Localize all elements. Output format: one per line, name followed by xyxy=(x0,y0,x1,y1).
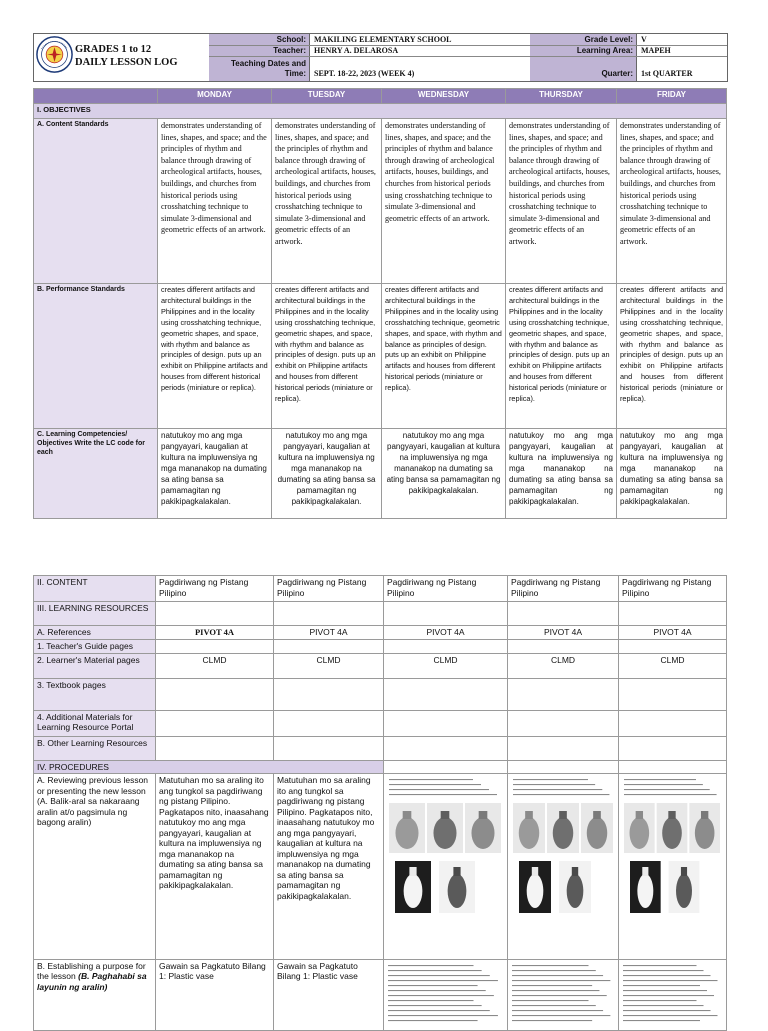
artifact-photo xyxy=(669,861,700,913)
worksheet-text-line xyxy=(388,1020,478,1021)
worksheet-text-line xyxy=(623,995,714,996)
row-label-learning-resources: III. LEARNING RESOURCES xyxy=(34,602,156,626)
cell-purpose-wed xyxy=(384,959,508,1031)
cell-references-wed: PIVOT 4A xyxy=(384,626,508,640)
cell-references-tue: PIVOT 4A xyxy=(274,626,384,640)
empty-cell xyxy=(619,760,727,774)
table-row xyxy=(34,736,727,760)
worksheet-text-line xyxy=(388,985,478,986)
empty-cell xyxy=(156,640,274,654)
dates-label xyxy=(209,56,310,81)
divider xyxy=(209,45,727,46)
day-header-tuesday: TUESDAY xyxy=(272,89,382,104)
row-label-additional-materials: 4. Additional Materials for Learning Resource Portal xyxy=(34,710,156,736)
empty-cell xyxy=(384,640,508,654)
worksheet-text-line xyxy=(623,1015,718,1016)
cell-competency-mon: natutukoy mo ang mga pangyayari, kaugalian at kultura na impluwensiya ng mga mananakop na dumating sa ating bansa sa pamamagitan ng pakikipagkalakalan. xyxy=(158,429,272,519)
empty-cell xyxy=(619,678,727,710)
worksheet-text-line xyxy=(512,1015,610,1016)
empty-cell xyxy=(156,710,274,736)
cell-content-thu: Pagdiriwang ng Pistang Pilipino xyxy=(508,576,619,602)
artifact-photo xyxy=(624,803,655,853)
empty-cell xyxy=(274,678,384,710)
artifact-photo xyxy=(657,803,688,853)
table-row xyxy=(34,119,727,284)
artifact-photo xyxy=(513,803,545,853)
dates-value: SEPT. 18-22, 2023 (WEEK 4) xyxy=(310,56,530,81)
worksheet-image xyxy=(620,775,724,955)
worksheet-text-image xyxy=(620,961,724,1027)
worksheet-text-line xyxy=(623,975,711,976)
worksheet-text-line xyxy=(512,985,592,986)
worksheet-text-line xyxy=(623,1010,711,1011)
cell-purpose-thu xyxy=(508,959,619,1031)
artifact-photo xyxy=(559,861,591,913)
quarter-label: Quarter: xyxy=(530,56,637,81)
cell-competency-tue: natutukoy mo ang mga pangyayari, kaugalian at kultura na impluwensiya ng mga mananakop na dumating sa ating bansa sa pamamagitan ng pakikipagkalakalan. xyxy=(272,429,382,519)
worksheet-text-line xyxy=(389,789,489,790)
worksheet-image xyxy=(509,775,617,955)
empty-cell xyxy=(384,602,508,626)
header-block xyxy=(33,33,728,82)
empty-cell xyxy=(384,678,508,710)
empty-cell xyxy=(156,678,274,710)
worksheet-text-line xyxy=(623,980,718,981)
cell-purpose-mon: Gawain sa Pagkatuto Bilang 1: Plastic vase xyxy=(156,959,274,1031)
day-header-monday: MONDAY xyxy=(158,89,272,104)
table-row xyxy=(34,653,727,678)
row-label-other-resources: B. Other Learning Resources xyxy=(34,736,156,760)
row-label-textbook: 3. Textbook pages xyxy=(34,678,156,710)
row-label-establishing-purpose xyxy=(34,959,156,1031)
cell-content-standards-wed: demonstrates understanding of lines, shapes, and space; and the principles of rhythm and balance through drawing of archeological artifacts, houses, buildings, and churches from historical periods using crosshatching technique to simulate 3-dimensional and geometric effects of an artwork. xyxy=(382,119,506,284)
table-row xyxy=(34,626,727,640)
worksheet-text-line xyxy=(624,794,717,795)
cell-content-tue: Pagdiriwang ng Pistang Pilipino xyxy=(274,576,384,602)
worksheet-text-line xyxy=(624,779,696,780)
cell-performance-wed: creates different artifacts and architectural buildings in the Philippines and in the locality using crosshatching technique, geometric shapes, and space, with rhythm and balance as principles of design. puts up an exhibit on Philippine artifacts and houses from different historical periods (miniature or replica). xyxy=(382,284,506,429)
empty-cell xyxy=(508,710,619,736)
header-info-grid xyxy=(209,34,727,81)
row-label-references: A. References xyxy=(34,626,156,640)
table-row xyxy=(34,760,727,774)
artifact-photo xyxy=(547,803,579,853)
worksheet-text-line xyxy=(388,990,486,991)
artifact-photo xyxy=(519,861,551,913)
worksheet-text-line xyxy=(512,980,610,981)
cell-references-thu: PIVOT 4A xyxy=(508,626,619,640)
worksheet-text-line xyxy=(512,995,607,996)
document-title xyxy=(75,43,178,69)
table-row xyxy=(34,710,727,736)
worksheet-text-line xyxy=(512,1005,596,1006)
row-label-learning-competencies: C. Learning Competencies/ Objectives Write the LC code for each xyxy=(34,429,158,519)
worksheet-text-line xyxy=(624,789,710,790)
worksheet-image xyxy=(385,775,505,955)
cell-lm-tue: CLMD xyxy=(274,653,384,678)
cell-content-standards-thu: demonstrates understanding of lines, shapes, and space; and the principles of rhythm and balance through drawing of archeological artifacts, houses, buildings, and churches from historical periods using crosshatching technique to simulate 3-dimensional and geometric effects of an artwork. xyxy=(506,119,617,284)
worksheet-text-line xyxy=(388,1000,474,1001)
empty-cell xyxy=(619,602,727,626)
learning-area-value: MAPEH xyxy=(637,45,727,56)
cell-content-fri: Pagdiriwang ng Pistang Pilipino xyxy=(619,576,727,602)
empty-cell xyxy=(619,736,727,760)
worksheet-text-line xyxy=(389,779,473,780)
cell-purpose-fri xyxy=(619,959,727,1031)
cell-performance-fri: creates different artifacts and architectural buildings in the Philippines and in the locality using crosshatching technique, geometric shapes, and space, with rhythm and balance as principles of design. puts up an exhibit on Philippine artifacts and houses from different historical periods (miniature or replica). xyxy=(617,284,727,429)
empty-cell xyxy=(156,602,274,626)
worksheet-text-image xyxy=(509,961,617,1027)
section-objectives: I. OBJECTIVES xyxy=(34,104,727,119)
cell-references-fri: PIVOT 4A xyxy=(619,626,727,640)
table-row xyxy=(34,602,727,626)
title-line-2: DAILY LESSON LOG xyxy=(75,57,178,68)
table-row xyxy=(34,576,727,602)
empty-cell xyxy=(508,678,619,710)
worksheet-text-image xyxy=(385,961,505,1027)
empty-cell xyxy=(384,710,508,736)
worksheet-text-line xyxy=(624,784,703,785)
purpose-label-italic: (B. Paghahabi sa layunin ng aralin) xyxy=(37,971,147,992)
worksheet-text-line xyxy=(389,784,481,785)
grade-level-label: Grade Level: xyxy=(530,34,637,45)
cell-lm-wed: CLMD xyxy=(384,653,508,678)
worksheet-text-line xyxy=(388,1015,498,1016)
section-row xyxy=(34,104,727,119)
worksheet-text-line xyxy=(512,975,603,976)
cell-lm-mon: CLMD xyxy=(156,653,274,678)
worksheet-text-line xyxy=(513,794,609,795)
grade-level-value: V xyxy=(637,34,727,45)
row-label-teachers-guide: 1. Teacher's Guide pages xyxy=(34,640,156,654)
cell-reviewing-wed xyxy=(384,774,508,960)
worksheet-text-line xyxy=(623,965,697,966)
worksheet-text-line xyxy=(512,1010,603,1011)
worksheet-text-line xyxy=(512,990,599,991)
cell-competency-thu: natutukoy mo ang mga pangyayari, kaugalian at kultura na impluwensiya ng mga mananakop na dumating sa ating bansa sa pamamagitan ng pakikipagkalakalan. xyxy=(506,429,617,519)
cell-competency-fri: natutukoy mo ang mga pangyayari, kaugalian at kultura na impluwensiya ng mga mananakop na dumating sa ating bansa sa pamamagitan ng pakikipagkalakalan. xyxy=(617,429,727,519)
table-row xyxy=(34,678,727,710)
blank-header-cell xyxy=(34,89,158,104)
cell-content-wed: Pagdiriwang ng Pistang Pilipino xyxy=(384,576,508,602)
cell-lm-thu: CLMD xyxy=(508,653,619,678)
worksheet-text-line xyxy=(388,1010,490,1011)
worksheet-text-line xyxy=(512,970,596,971)
empty-cell xyxy=(508,602,619,626)
row-label-reviewing-lesson: A. Reviewing previous lesson or presenting the new lesson (A. Balik-aral sa nakaraang aralin at/o pagsimula ng bagong aralin) xyxy=(34,774,156,960)
artifact-photo xyxy=(439,861,475,913)
artifact-photo xyxy=(389,803,425,853)
cell-performance-tue: creates different artifacts and architectural buildings in the Philippines and in the locality using crosshatching technique, geometric shapes, and space, with rhythm and balance as principles of design. puts up an exhibit on Philippine artifacts and houses from different historical periods (miniature or replica). xyxy=(272,284,382,429)
worksheet-text-line xyxy=(388,965,474,966)
empty-cell xyxy=(508,736,619,760)
title-line-1: GRADES 1 to 12 xyxy=(75,44,152,55)
artifact-photo xyxy=(427,803,463,853)
worksheet-text-line xyxy=(623,990,707,991)
cell-content-standards-mon: demonstrates understanding of lines, shapes, and space; and the principles of rhythm and balance through drawing of archeological artifacts, houses, buildings, and churches from historical periods using crosshatching technique to simulate 3-dimensional and geometric effects of an artwork. xyxy=(158,119,272,284)
objectives-table xyxy=(33,88,727,519)
divider xyxy=(209,56,727,57)
school-label: School: xyxy=(209,34,310,45)
worksheet-text-line xyxy=(512,965,589,966)
artifact-photo xyxy=(630,861,661,913)
cell-content-standards-fri: demonstrates understanding of lines, shapes, and space; and the principles of rhythm and balance through drawing of archeological artifacts, houses, buildings, and churches from historical periods using crosshatching technique to simulate 3-dimensional and geometric effects of an artwork. xyxy=(617,119,727,284)
day-header-friday: FRIDAY xyxy=(617,89,727,104)
cell-performance-mon: creates different artifacts and architectural buildings in the Philippines and in the locality using crosshatching technique, geometric shapes, and space, with rhythm and balance as principles of design. puts up an exhibit on Philippine artifacts and houses from different historical periods (miniature or replica). xyxy=(158,284,272,429)
cell-content-standards-tue: demonstrates understanding of lines, shapes, and space; and the principles of rhythm and balance through drawing of archeological artifacts, houses, buildings, and churches from historical periods using crosshatching technique to simulate 3-dimensional and geometric effects of an artwork. xyxy=(272,119,382,284)
deped-seal-icon xyxy=(36,36,73,73)
worksheet-text-line xyxy=(388,970,482,971)
worksheet-text-line xyxy=(512,1020,592,1021)
cell-reviewing-thu xyxy=(508,774,619,960)
worksheet-text-line xyxy=(388,975,490,976)
cell-references-mon: PIVOT 4A xyxy=(156,626,274,640)
worksheet-text-line xyxy=(623,985,700,986)
purpose-label: B. Establishing a purpose for the lesson xyxy=(37,960,146,981)
row-label-learners-material: 2. Learner's Material pages xyxy=(34,653,156,678)
empty-cell xyxy=(156,736,274,760)
table-row xyxy=(34,959,727,1031)
empty-cell xyxy=(508,760,619,774)
worksheet-text-line xyxy=(623,1005,704,1006)
worksheet-text-line xyxy=(513,779,588,780)
cell-content-mon: Pagdiriwang ng Pistang Pilipino xyxy=(156,576,274,602)
worksheet-text-line xyxy=(513,784,595,785)
table-row xyxy=(34,284,727,429)
teacher-label: Teacher: xyxy=(209,45,310,56)
table-row xyxy=(34,774,727,960)
section-procedures: IV. PROCEDURES xyxy=(34,760,384,774)
teacher-value: HENRY A. DELAROSA xyxy=(310,45,530,56)
worksheet-text-line xyxy=(623,970,704,971)
cell-reviewing-fri xyxy=(619,774,727,960)
quarter-value: 1st QUARTER xyxy=(637,56,727,81)
worksheet-text-line xyxy=(623,1000,697,1001)
empty-cell xyxy=(508,640,619,654)
dates-label-line-2: Time: xyxy=(284,68,306,78)
day-header-thursday: THURSDAY xyxy=(506,89,617,104)
worksheet-text-line xyxy=(513,789,602,790)
artifact-photo xyxy=(581,803,613,853)
table-row xyxy=(34,429,727,519)
cell-reviewing-mon: Matutuhan mo sa araling ito ang tungkol sa pagdiriwang ng pistang Pilipino. Pagkatapos nito, inaasahang natutukoy mo ang mga pangyayari, kaugalian at kultura na impluwensiya ng mga mananakop na dumating sa ating bansa sa pamamagitan ng pakikipagkalakalan. xyxy=(156,774,274,960)
empty-cell xyxy=(274,640,384,654)
cell-performance-thu: creates different artifacts and architectural buildings in the Philippines and in the locality using crosshatching technique, geometric shapes, and space, with rhythm and balance as principles of design. puts up an exhibit on Philippine artifacts and houses from different historical periods (miniature or replica). xyxy=(506,284,617,429)
row-label-content: II. CONTENT xyxy=(34,576,156,602)
cell-lm-fri: CLMD xyxy=(619,653,727,678)
day-header-row xyxy=(34,89,727,104)
lesson-details-table xyxy=(33,575,727,1031)
artifact-photo xyxy=(465,803,501,853)
row-label-content-standards: A. Content Standards xyxy=(34,119,158,284)
table-row xyxy=(34,640,727,654)
empty-cell xyxy=(274,736,384,760)
worksheet-text-line xyxy=(623,1020,700,1021)
empty-cell xyxy=(274,602,384,626)
artifact-photo xyxy=(395,861,431,913)
artifact-photo xyxy=(689,803,720,853)
day-header-wednesday: WEDNESDAY xyxy=(382,89,506,104)
cell-reviewing-tue: Matutuhan mo sa araling ito ang tungkol sa pagdiriwang ng pistang Pilipino. Pagkatapos nito, inaasahang natutukoy mo ang mga pangyayari, kaugalian at kultura na impluwensiya ng mga mananakop na dumating sa ating bansa sa pamamagitan ng pakikipagkalakalan. xyxy=(274,774,384,960)
worksheet-text-line xyxy=(389,794,497,795)
empty-cell xyxy=(619,710,727,736)
empty-cell xyxy=(384,760,508,774)
worksheet-text-line xyxy=(388,995,494,996)
learning-area-label: Learning Area: xyxy=(530,45,637,56)
dates-label-line-1: Teaching Dates and xyxy=(231,58,306,68)
worksheet-text-line xyxy=(388,1005,482,1006)
row-label-performance-standards: B. Performance Standards xyxy=(34,284,158,429)
cell-competency-wed: natutukoy mo ang mga pangyayari, kaugalian at kultura na impluwensiya ng mga mananakop na dumating sa ating bansa sa pamamagitan ng pakikipagkalakalan. xyxy=(382,429,506,519)
empty-cell xyxy=(384,736,508,760)
empty-cell xyxy=(619,640,727,654)
worksheet-text-line xyxy=(512,1000,589,1001)
school-value: MAKILING ELEMENTARY SCHOOL xyxy=(310,34,530,45)
empty-cell xyxy=(274,710,384,736)
worksheet-text-line xyxy=(388,980,498,981)
cell-purpose-tue: Gawain sa Pagkatuto Bilang 1: Plastic vase xyxy=(274,959,384,1031)
